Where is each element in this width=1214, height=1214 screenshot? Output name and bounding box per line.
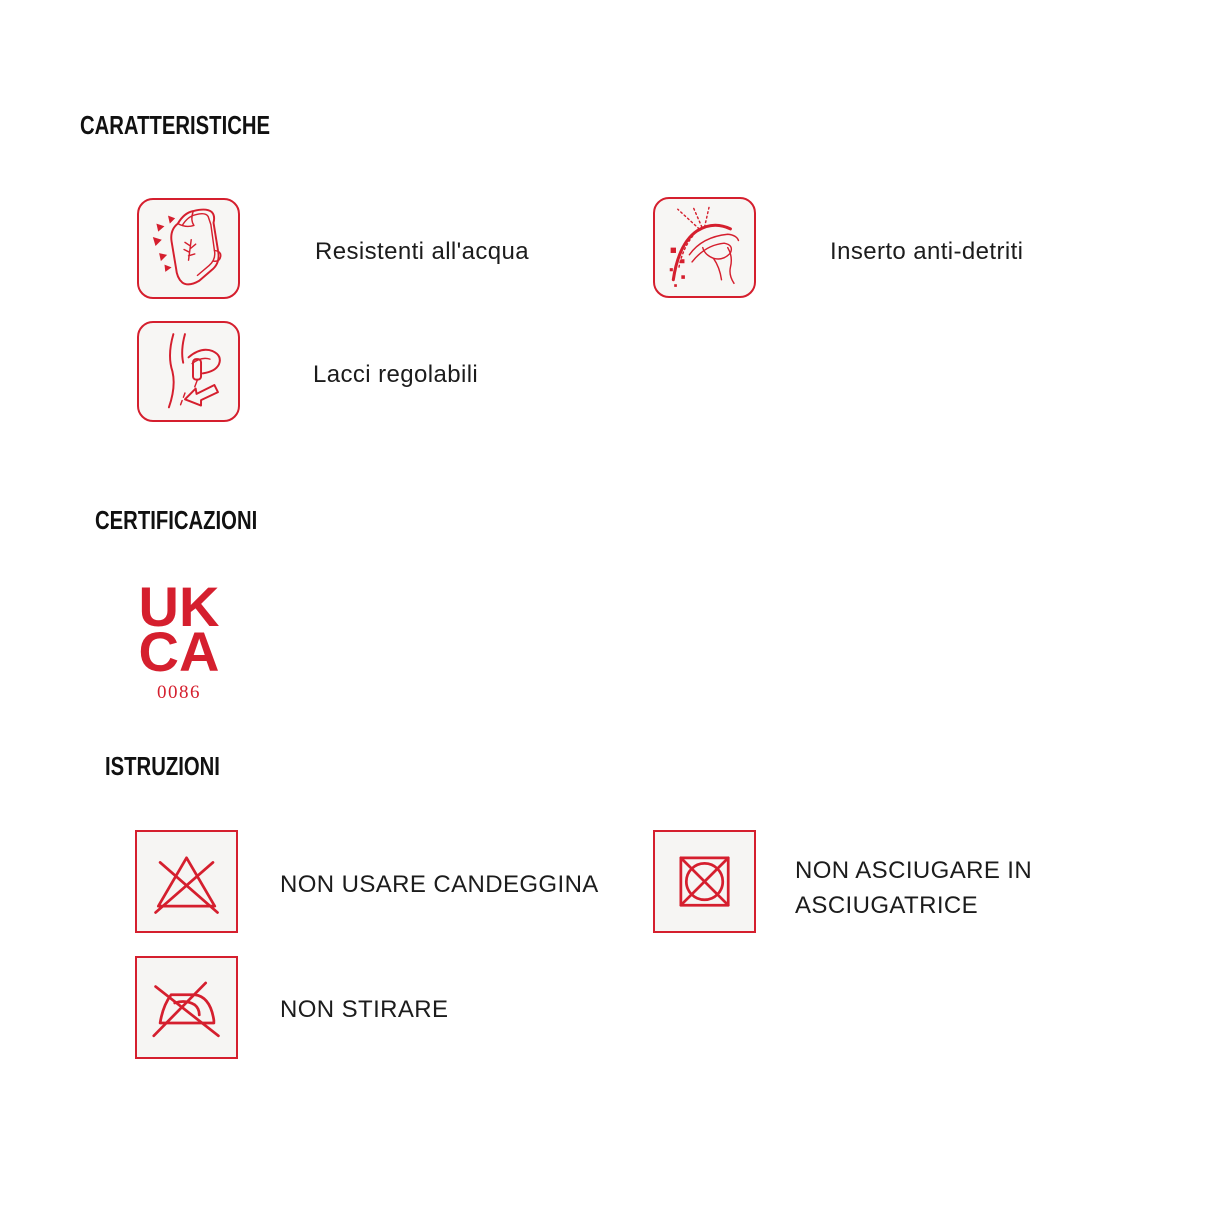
- certifications-section-title: CERTIFICAZIONI: [95, 505, 258, 535]
- adjustable-laces-icon: [137, 321, 240, 422]
- feature-label-adjustable-laces: Lacci regolabili: [313, 361, 479, 388]
- ukca-mark: [133, 575, 225, 704]
- ukca-letters-line1: UK: [138, 575, 220, 638]
- crossed-iron-glyph: [141, 962, 232, 1053]
- instructions-section-title: ISTRUZIONI: [105, 751, 220, 781]
- feature-label-anti-debris: Inserto anti-detriti: [830, 238, 1024, 265]
- anti-debris-insert-icon: [653, 197, 756, 298]
- boot-with-droplets-glyph: [143, 204, 234, 293]
- instruction-label-no-bleach: NON USARE CANDEGGINA: [280, 871, 599, 898]
- no-iron-icon: [135, 956, 238, 1059]
- crossed-triangle-glyph: [141, 836, 232, 927]
- feature-label-water-resistant: Resistenti all'acqua: [315, 238, 530, 265]
- instruction-label-no-iron: NON STIRARE: [280, 996, 449, 1023]
- water-resistant-boot-icon: [137, 198, 240, 299]
- ukca-letters-line2: CA: [138, 620, 220, 683]
- ukca-notified-body-number: 0086: [157, 682, 201, 703]
- features-section-title: CARATTERISTICHE: [80, 110, 271, 140]
- strap-buckle-arrow-glyph: [143, 327, 234, 416]
- no-tumble-dry-icon: [653, 830, 756, 933]
- instruction-label-no-tumble-dry: NON ASCIUGARE IN ASCIUGATRICE: [795, 857, 1033, 919]
- shoe-collar-debris-glyph: [659, 203, 750, 292]
- crossed-square-circle-glyph: [659, 836, 750, 927]
- no-bleach-icon: [135, 830, 238, 933]
